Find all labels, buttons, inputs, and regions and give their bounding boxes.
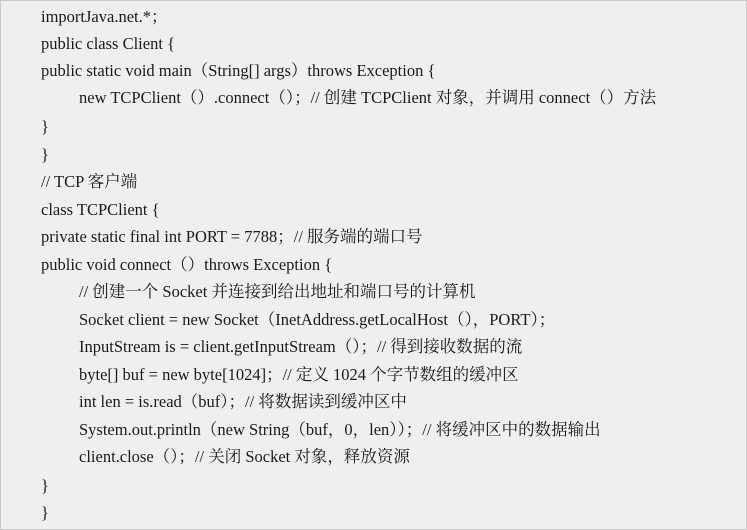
code-line: public void connect（）throws Exception {	[41, 255, 333, 274]
code-line: }	[41, 145, 49, 164]
code-line: private static final int PORT = 7788；// 服务端的端口号	[41, 227, 423, 246]
code-line: Socket client = new Socket（InetAddress.getLocalHost（），PORT）；	[79, 310, 556, 329]
code-line: InputStream is = client.getInputStream（）；// 得到接收数据的流	[79, 337, 523, 356]
code-line: }	[41, 476, 49, 495]
code-line: importJava.net.*；	[41, 7, 168, 26]
code-line: // TCP 客户端	[41, 172, 138, 191]
code-line: }	[41, 117, 49, 136]
code-line: public static void main（String[] args）throws Exception {	[41, 61, 436, 80]
code-line: int len = is.read（buf）；// 将数据读到缓冲区中	[79, 392, 407, 411]
code-line: System.out.println（new String（buf，0，len））；// 将缓冲区中的数据输出	[79, 420, 601, 439]
code-line: client.close（）；// 关闭 Socket 对象，释放资源	[79, 447, 410, 466]
code-line: byte[] buf = new byte[1024]；// 定义 1024 个字节数组的缓冲区	[79, 365, 519, 384]
code-line: class TCPClient {	[41, 200, 160, 219]
code-line: }	[41, 503, 49, 522]
code-line: // 创建一个 Socket 并连接到给出地址和端口号的计算机	[79, 282, 476, 301]
code-line: public class Client {	[41, 34, 175, 53]
code-line: new TCPClient（）.connect（）；// 创建 TCPClient 对象，并调用 connect（）方法	[79, 88, 657, 107]
